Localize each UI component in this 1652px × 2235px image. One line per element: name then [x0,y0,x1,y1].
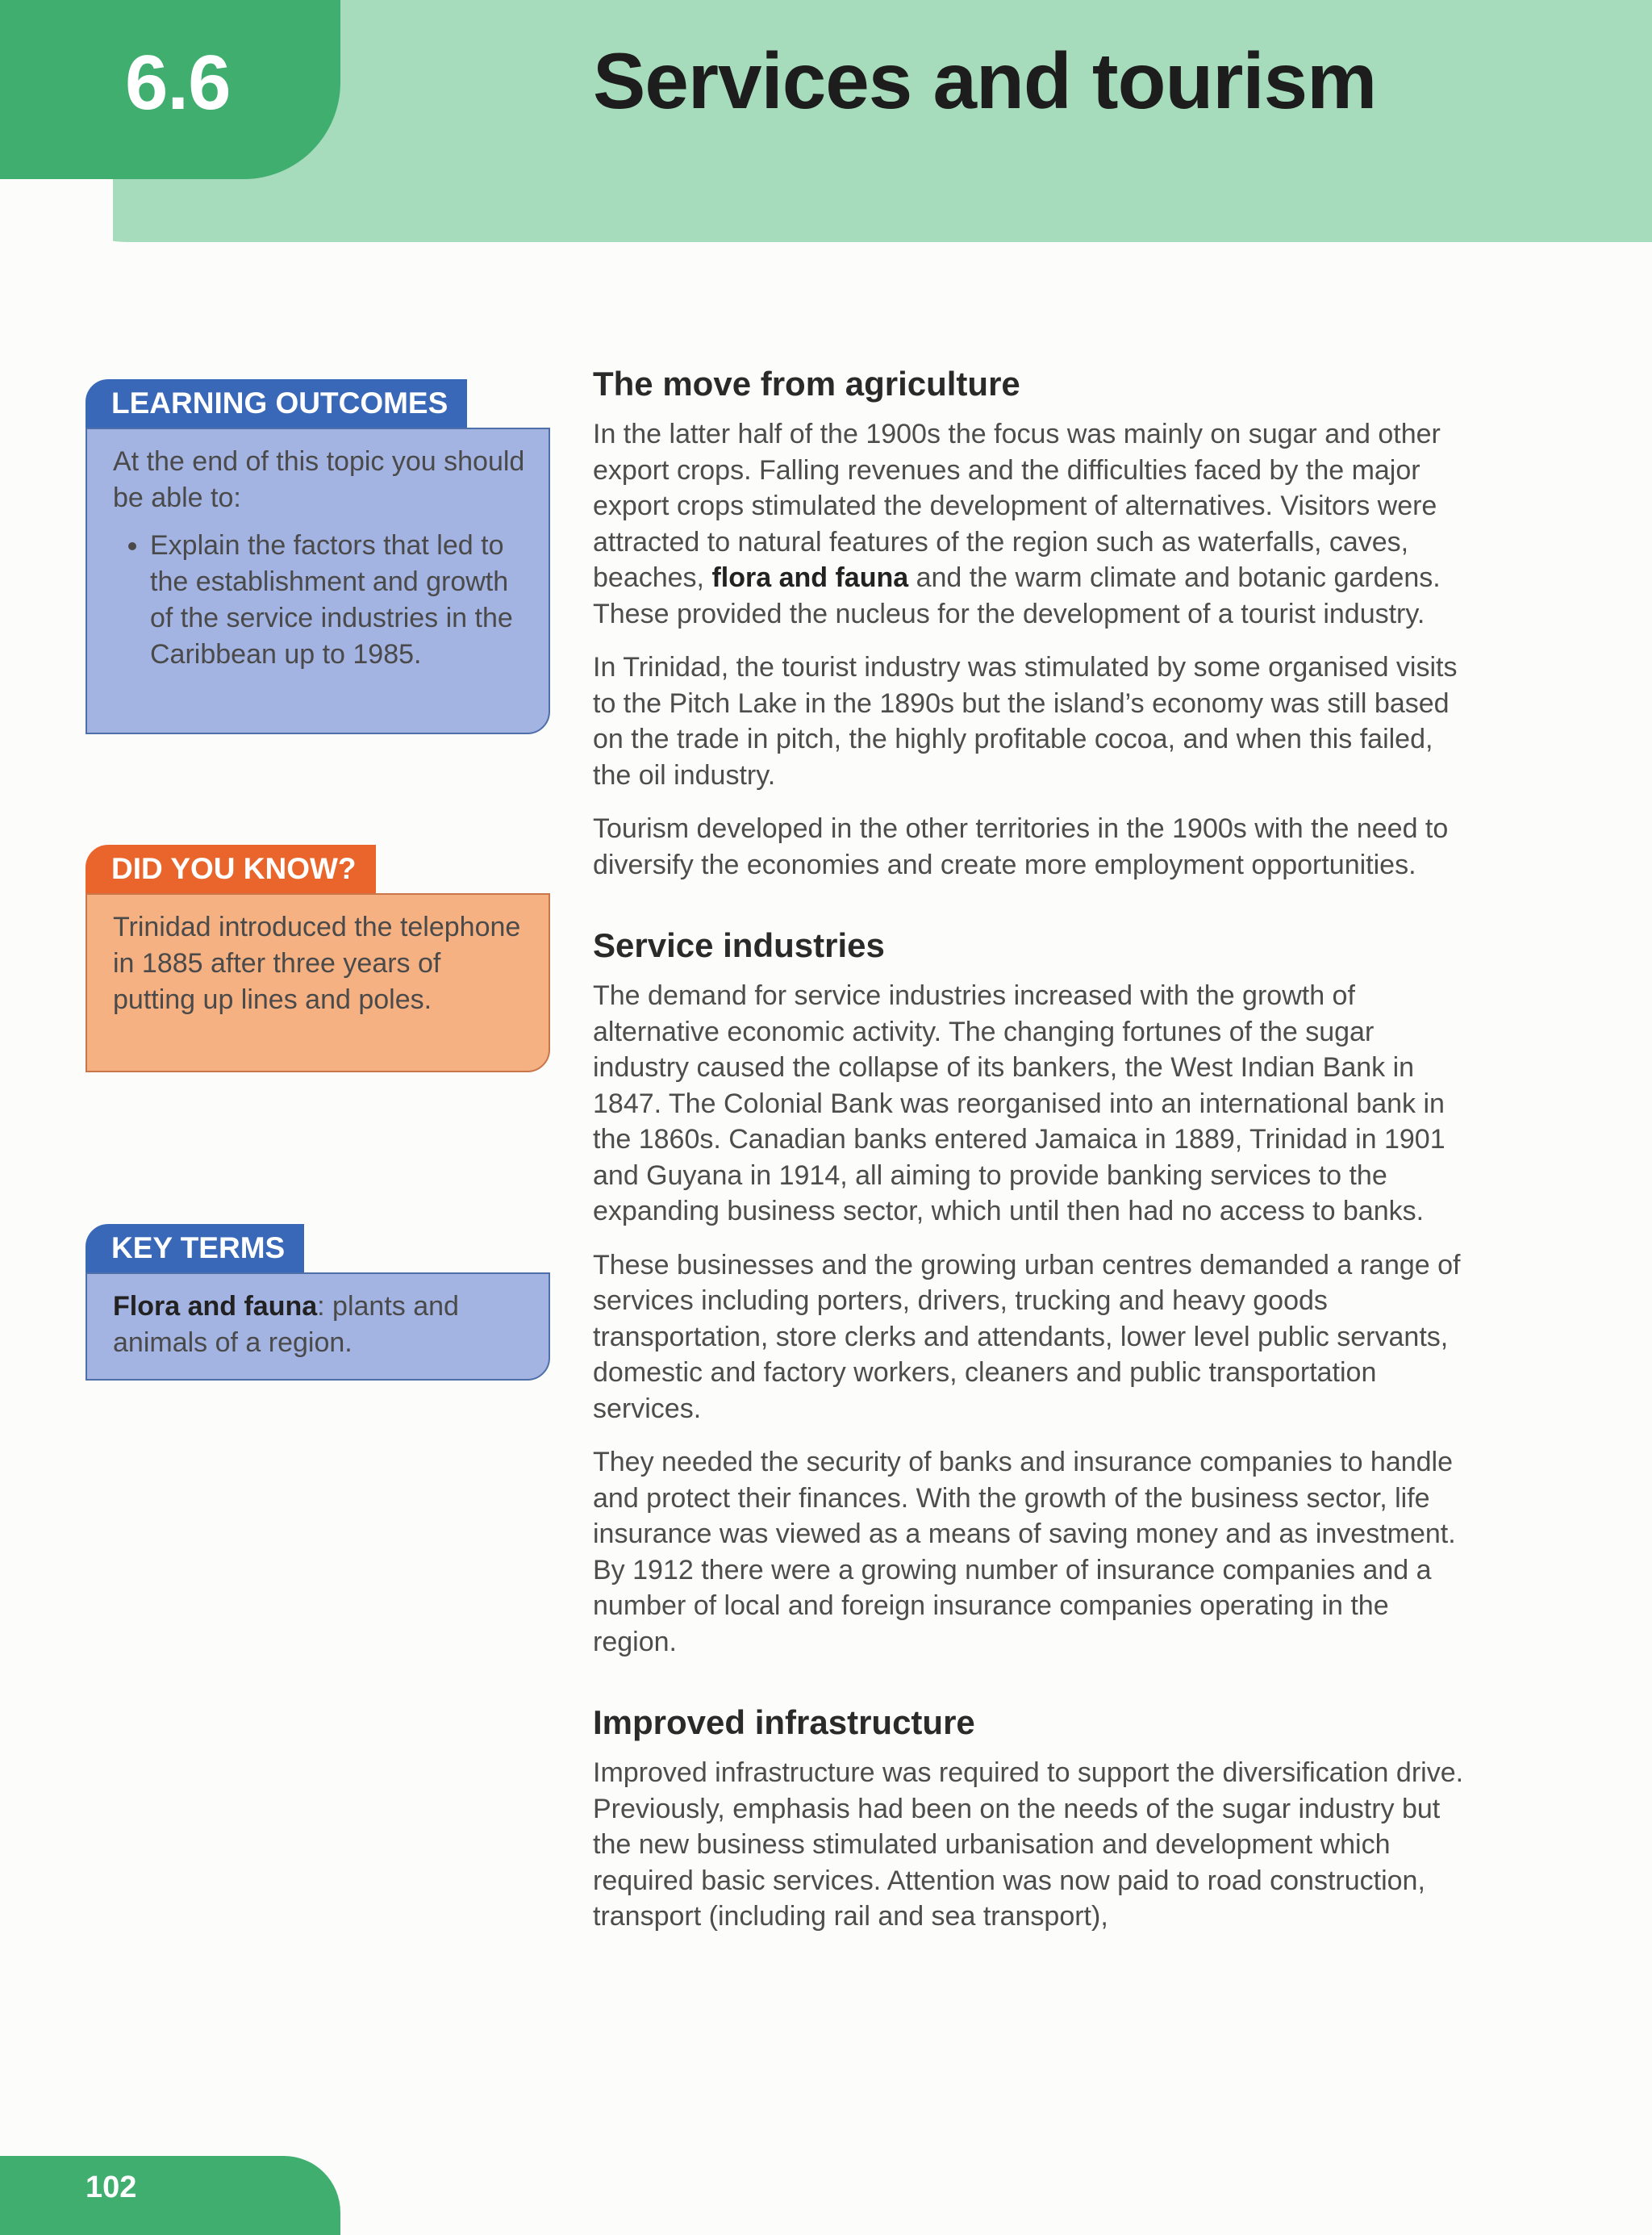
page-number: 102 [86,2170,137,2204]
learning-outcomes-intro: At the end of this topic you should be able to: [113,446,525,513]
key-terms-label: KEY TERMS [86,1224,304,1272]
heading-improved-infrastructure: Improved infrastructure [593,1703,975,1741]
paragraph: Tourism developed in the other territories in the 1900s with the need to diversify the economies and create more employment opportunities. [593,813,1449,880]
learning-outcome-item: • Explain the factors that led to the establishment and growth of the service industries in the Caribbean up to 1985. [150,528,528,673]
key-term: Flora and fauna [113,1291,318,1322]
section-number: 6.6 [125,40,231,126]
paragraph: They needed the security of banks and insurance companies to handle and protect their finances. With the growth of the business sector, life insurance was viewed as a means of saving money and as investment. By 1912 there were a growing number of insurance companies and a number of local and foreign insurance companies operating in the region. [593,1447,1456,1657]
main-content [593,363,1472,1953]
key-terms-body [86,1272,550,1381]
paragraph [593,416,1472,632]
key-term-inline: flora and fauna [711,562,909,593]
key-terms-box [86,1224,550,1382]
paragraph-text: In the latter half of the 1900s the focus was mainly on sugar and other export crops. Falling revenues and the difficulties faced by the major export crops stimulated the development of alternatives. Visitors were attracted to natural features of the region such as waterfalls, caves, beaches, [593,419,1441,593]
learning-outcomes-label: LEARNING OUTCOMES [86,379,467,428]
header-curve-cutout [0,179,113,244]
learning-outcomes-body [86,428,550,734]
paragraph-text: and the warm climate and botanic gardens. These provided the nucleus for the development of a tourist industry. [593,562,1441,629]
did-you-know-label: DID YOU KNOW? [86,845,376,893]
paragraph: These businesses and the growing urban centres demanded a range of services including porters, drivers, trucking and heavy goods transportation, store clerks and attendants, lower level public servants, domestic and factory workers, cleaners and public transportation services. [593,1249,1461,1424]
footer-tab [0,2156,340,2235]
did-you-know-body: Trinidad introduced the telephone in 1885 after three years of putting up lines and poles. [86,893,550,1072]
paragraph: In Trinidad, the tourist industry was stimulated by some organised visits to the Pitch Lake in the 1890s but the island’s economy was still based on the trade in pitch, the highly profitable cocoa, and when this failed, the oil industry. [593,652,1458,791]
paragraph: Improved infrastructure was required to support the diversification drive. Previously, emphasis had been on the needs of the sugar industry but the new business stimulated urbanisation and development which required basic services. Attention was now paid to road construction, transport (including rail and sea transport), [593,1757,1464,1932]
paragraph: The demand for service industries increased with the growth of alternative economic activity. The changing fortunes of the sugar industry caused the collapse of its bankers, the West Indian Bank in 1847. The Colonial Bank was reorganised into an international bank in the 1860s. Canadian banks entered Jamaica in 1889, Trinidad in 1901 and Guyana in 1914, all aiming to provide banking services to the expanding business sector, which until then had no access to banks. [593,980,1446,1226]
learning-outcomes-box [86,379,550,736]
page-title: Services and tourism [593,36,1377,125]
did-you-know-box [86,845,550,1074]
heading-move-from-agriculture: The move from agriculture [593,365,1020,403]
key-term-definition: : plants and animals of a region. [113,1291,459,1358]
heading-service-industries: Service industries [593,926,885,964]
learning-outcomes-list [113,528,528,673]
